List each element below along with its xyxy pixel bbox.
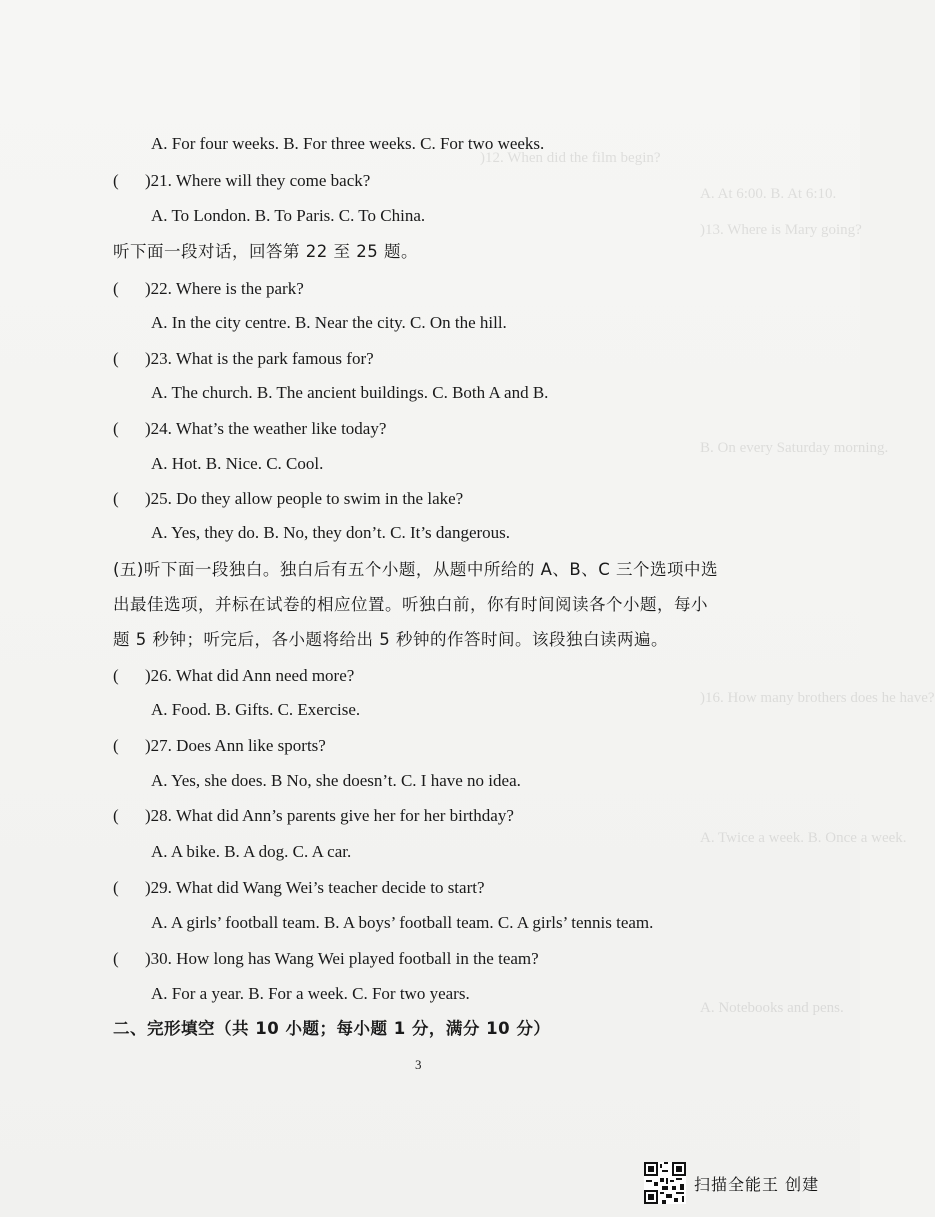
- q23-options: A. The church. B. The ancient buildings. C. Both A and B.: [151, 383, 549, 402]
- question-25: [113, 488, 463, 510]
- bleed-through-text: )16. How many brothers does he have?: [700, 690, 935, 706]
- question-29-text: )29. What did Wang Wei’s teacher decide to start?: [145, 878, 485, 897]
- answer-blank[interactable]: (: [113, 349, 119, 368]
- q21-options: A. To London. B. To Paris. C. To China.: [151, 206, 426, 225]
- question-21: [113, 170, 370, 192]
- q28-options: A. A bike. B. A dog. C. A car.: [151, 842, 352, 861]
- answer-blank[interactable]: (: [113, 279, 119, 298]
- question-23-text: )23. What is the park famous for?: [145, 349, 374, 368]
- q20-options: A. For four weeks. B. For three weeks. C. For two weeks.: [151, 134, 545, 153]
- q26-options: A. Food. B. Gifts. C. Exercise.: [151, 700, 361, 719]
- watermark-text: 扫描全能王 创建: [694, 1174, 820, 1194]
- section-5-instruction-line-1: (五)听下面一段独白。独白后有五个小题，从题中所给的 A、B、C 三个选项中选: [113, 560, 718, 579]
- bleed-through-text: )12. When did the film begin?: [480, 150, 661, 166]
- page-number: 3: [415, 1057, 422, 1072]
- answer-blank[interactable]: (: [113, 489, 119, 508]
- question-27: [113, 735, 326, 757]
- bleed-through-text: A. Twice a week. B. Once a week.: [700, 830, 907, 846]
- question-24-text: )24. What’s the weather like today?: [145, 419, 387, 438]
- question-24: [113, 418, 386, 440]
- answer-blank[interactable]: (: [113, 949, 119, 968]
- answer-blank[interactable]: (: [113, 666, 119, 685]
- question-26-text: )26. What did Ann need more?: [145, 666, 355, 685]
- question-23: [113, 348, 374, 370]
- section-5-instruction-line-2: 出最佳选项，并标在试卷的相应位置。听独白前，你有时间阅读各个小题，每小: [113, 595, 708, 614]
- answer-blank[interactable]: (: [113, 419, 119, 438]
- bleed-through-text: A. At 6:00. B. At 6:10.: [700, 186, 837, 202]
- q29-options: A. A girls’ football team. B. A boys’ football team. C. A girls’ tennis team.: [151, 913, 654, 932]
- instruction-22-25: 听下面一段对话，回答第 22 至 25 题。: [113, 242, 418, 261]
- bleed-through-text: )13. Where is Mary going?: [700, 222, 862, 238]
- question-30: [113, 948, 539, 970]
- question-28: [113, 805, 514, 827]
- question-25-text: )25. Do they allow people to swim in the lake?: [145, 489, 464, 508]
- question-21-text: )21. Where will they come back?: [145, 171, 371, 190]
- answer-blank[interactable]: (: [113, 736, 119, 755]
- answer-blank[interactable]: (: [113, 806, 119, 825]
- qr-code-icon: [644, 1162, 686, 1204]
- q30-options: A. For a year. B. For a week. C. For two years.: [151, 984, 470, 1003]
- question-29: [113, 877, 485, 899]
- q27-options: A. Yes, she does. B No, she doesn’t. C. I have no idea.: [151, 771, 521, 790]
- question-22-text: )22. Where is the park?: [145, 279, 304, 298]
- q22-options: A. In the city centre. B. Near the city. C. On the hill.: [151, 313, 507, 332]
- question-27-text: )27. Does Ann like sports?: [145, 736, 326, 755]
- answer-blank[interactable]: (: [113, 171, 119, 190]
- part-2-heading: 二、完形填空（共 10 小题；每小题 1 分，满分 10 分）: [113, 1019, 551, 1038]
- question-28-text: )28. What did Ann’s parents give her for her birthday?: [145, 806, 514, 825]
- question-26: [113, 665, 354, 687]
- bleed-through-text: B. On every Saturday morning.: [700, 440, 889, 456]
- q25-options: A. Yes, they do. B. No, they don’t. C. It’s dangerous.: [151, 523, 511, 542]
- question-30-text: )30. How long has Wang Wei played football in the team?: [145, 949, 539, 968]
- section-5-instruction-line-3: 题 5 秒钟；听完后，各小题将给出 5 秒钟的作答时间。该段独白读两遍。: [113, 630, 668, 649]
- q24-options: A. Hot. B. Nice. C. Cool.: [151, 454, 324, 473]
- scanner-watermark: [644, 1160, 819, 1206]
- answer-blank[interactable]: (: [113, 878, 119, 897]
- question-22: [113, 278, 304, 300]
- bleed-through-text: A. Notebooks and pens.: [700, 1000, 844, 1016]
